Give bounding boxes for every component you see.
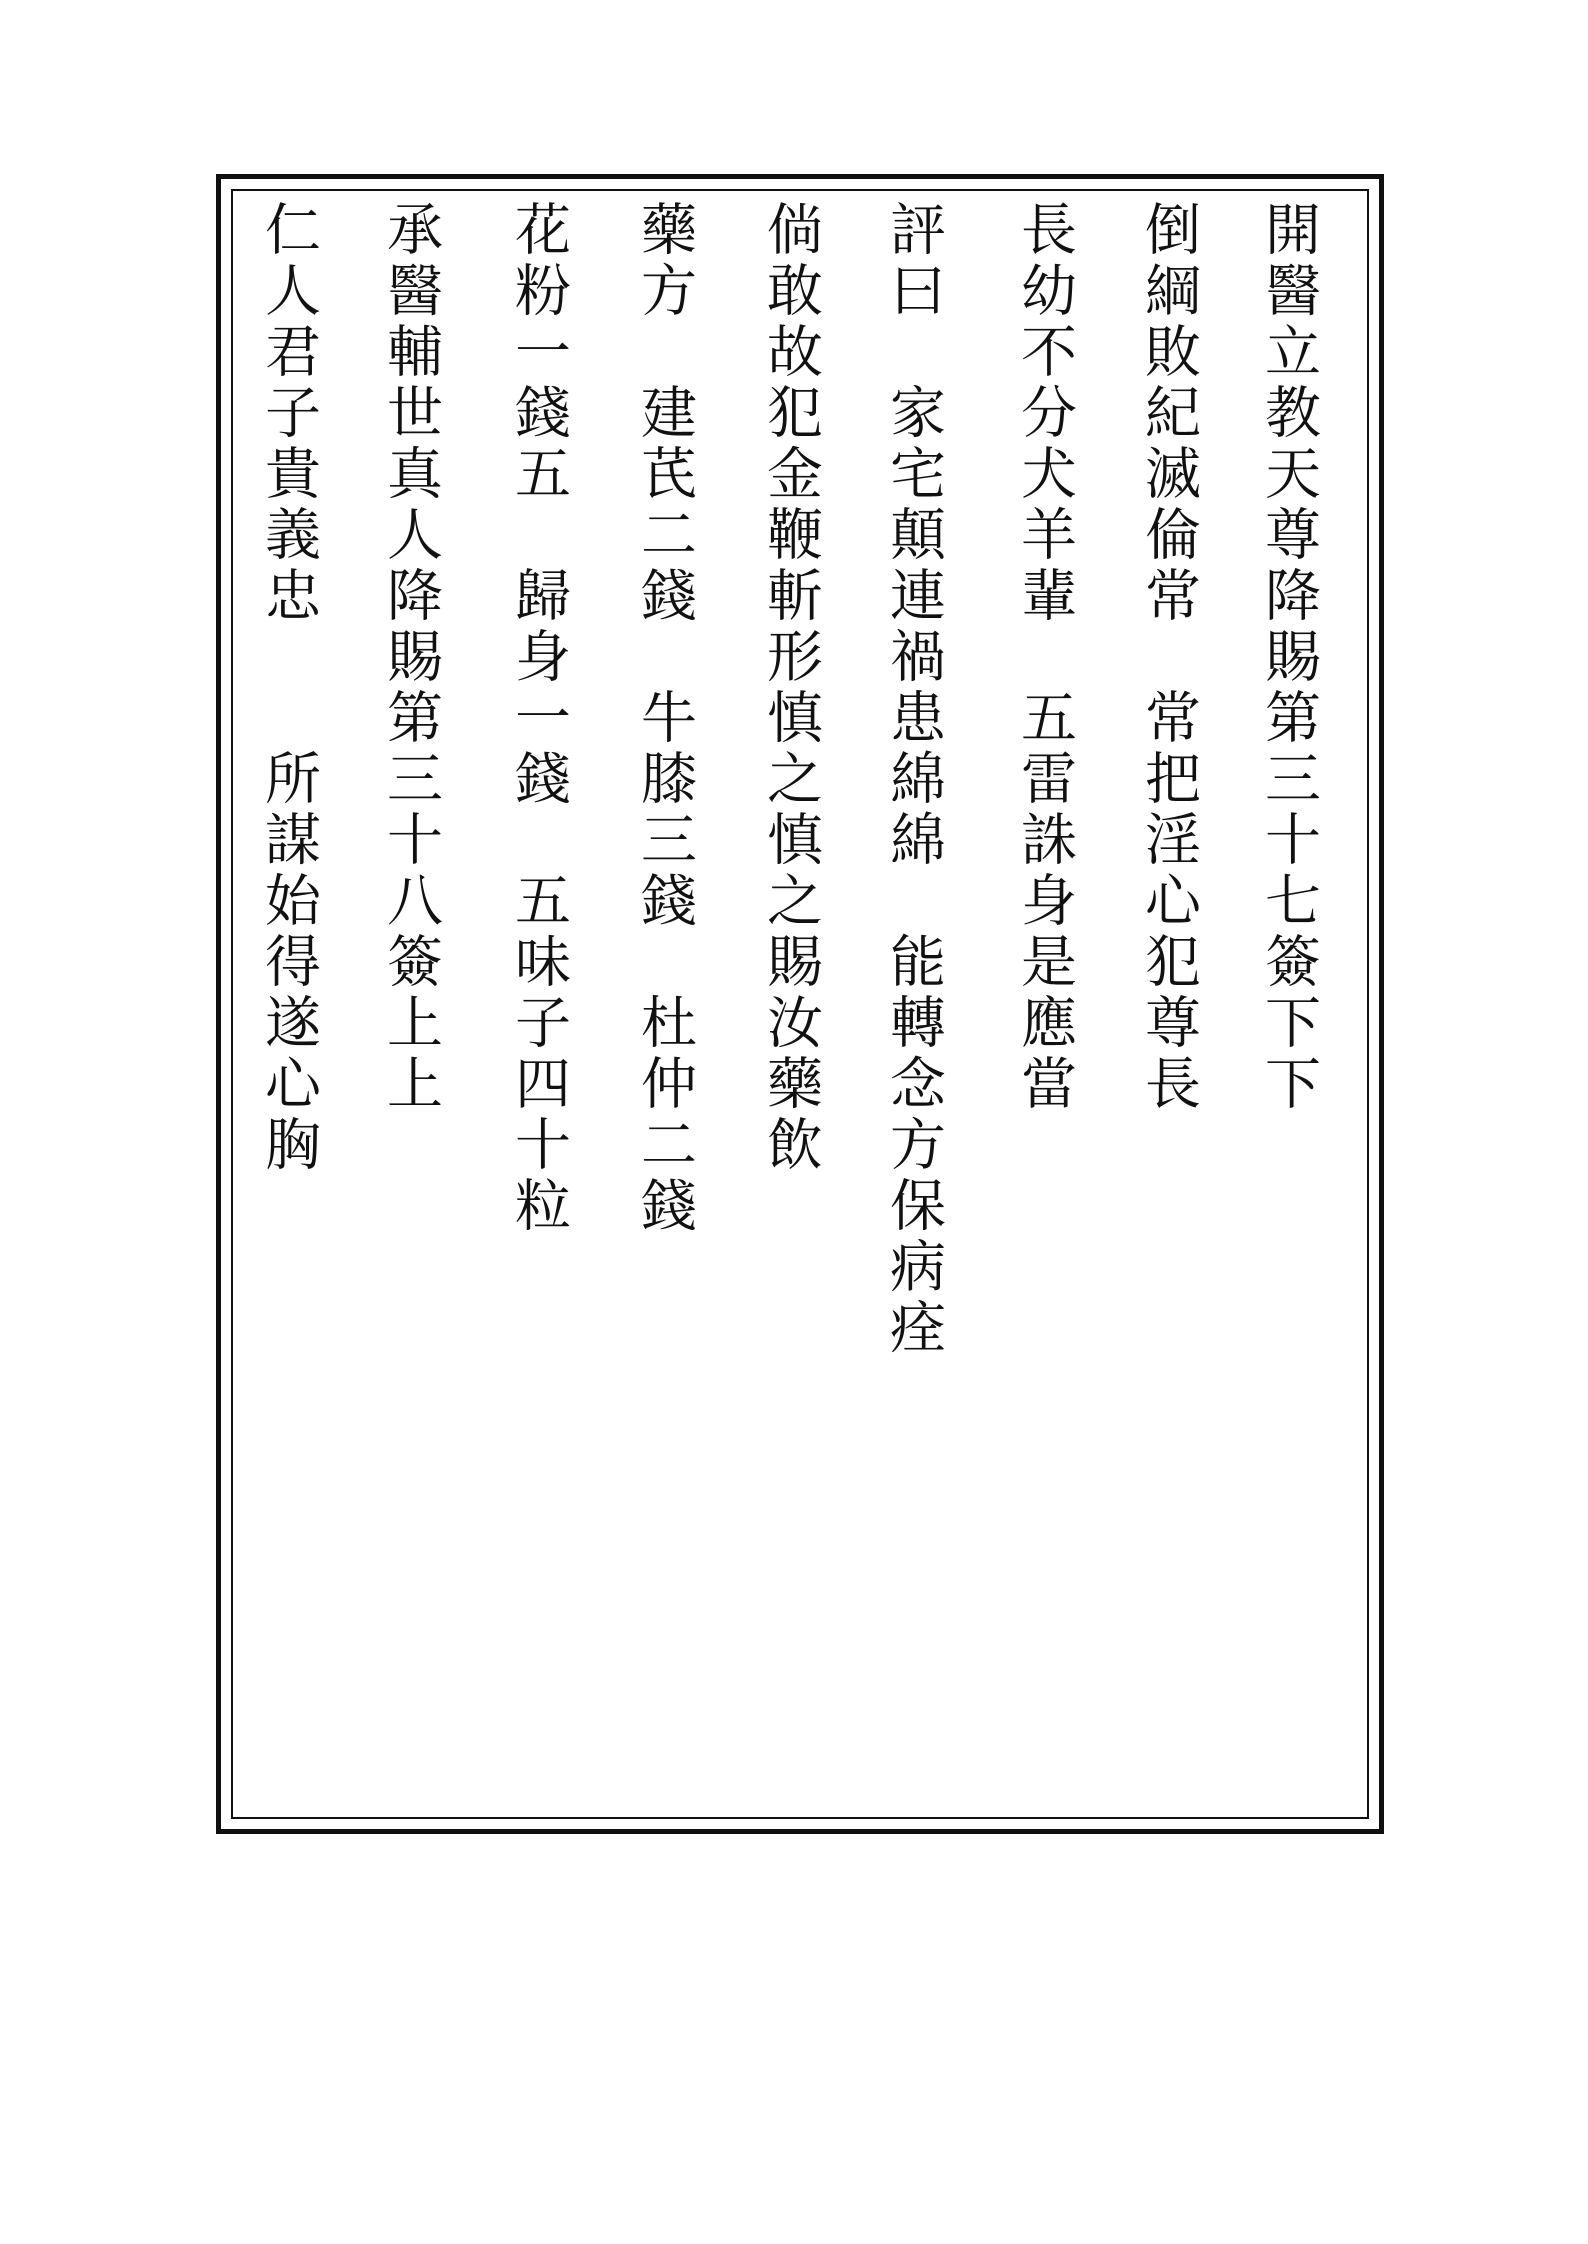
oracle-37-commentary: 評曰 家宅顛連禍患綿綿 能轉念方保病痊	[881, 200, 946, 1359]
oracle-37-verse-line-2: 長幼不分犬羊輩 五雷誅身是應當	[1012, 200, 1077, 1115]
oracle-38-title: 承醫輔世真人降賜第三十八簽上上	[378, 200, 443, 1115]
oracle-37-title: 開醫立教天尊降賜第三十七簽下下	[1256, 200, 1321, 1115]
oracle-37-prescription-cont: 花粉一錢五 歸身一錢 五味子四十粒	[506, 200, 571, 1237]
oracle-37-commentary-cont: 倘敢故犯金鞭斬形慎之慎之賜汝藥飲	[758, 200, 823, 1176]
oracle-38-verse-line-1: 仁人君子貴義忠 所謀始得遂心胸	[256, 200, 321, 1176]
oracle-37-verse-line-1: 倒綱敗紀滅倫常 常把淫心犯尊長	[1136, 200, 1201, 1115]
oracle-37-prescription: 藥方 建芪二錢 牛膝三錢 杜仲二錢	[632, 200, 697, 1237]
